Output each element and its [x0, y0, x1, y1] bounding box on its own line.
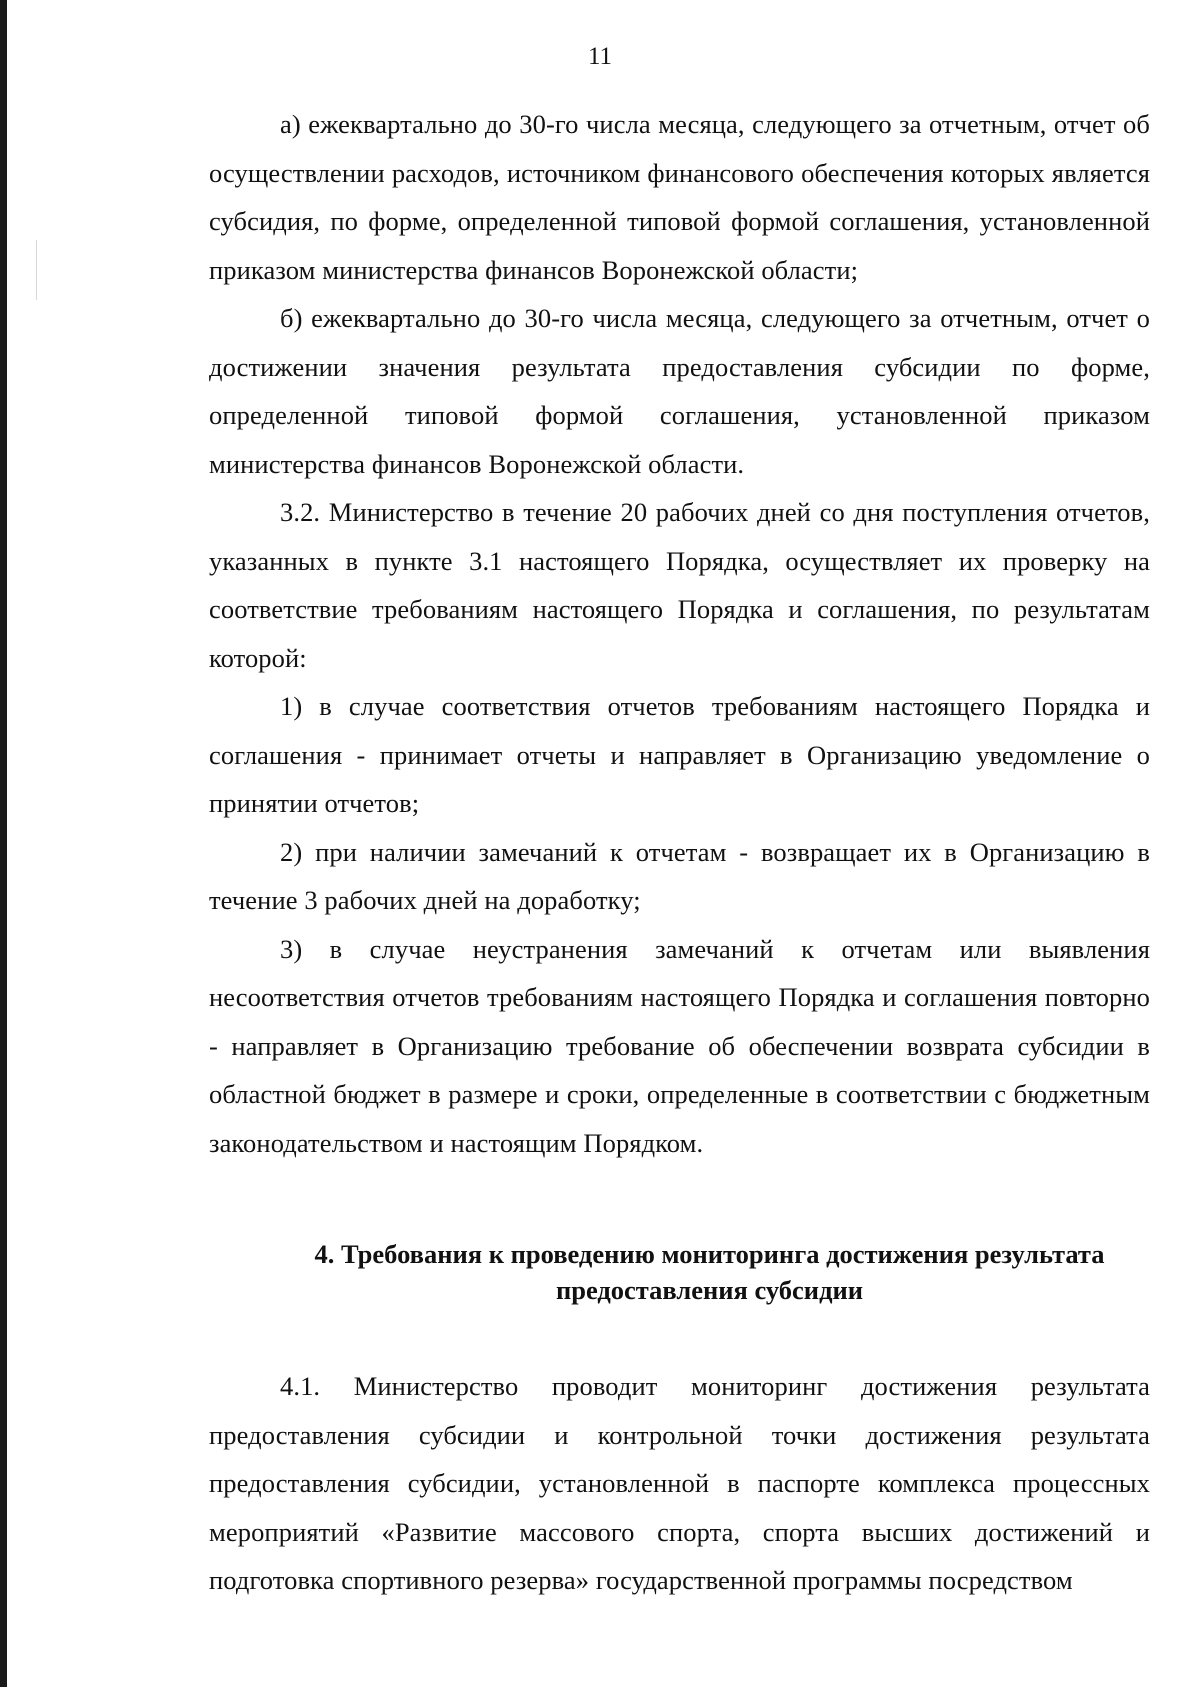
section-4-heading	[209, 1236, 1150, 1308]
list-item-2: 2) при наличии замечаний к отчетам - возвращает их в Организацию в течение 3 рабочих дней на доработку;	[209, 836, 1150, 915]
section-4-heading-line-2: предоставления субсидии	[555, 1275, 864, 1305]
paragraph-3-2: 3.2. Министерство в течение 20 рабочих дней со дня поступления отчетов, указанных в пункте 3.1 настоящего Порядка, осуществляет их проверку на соответствие требованиям настоящего Порядка и соглашения, по результатам которой:	[209, 497, 1150, 673]
document-body	[209, 100, 1150, 1605]
list-item-1: 1) в случае соответствия отчетов требованиям настоящего Порядка и соглашения - принимает отчеты и направляет в Организацию уведомление о принятии отчетов;	[209, 691, 1150, 818]
scan-left-edge	[0, 0, 7, 1687]
scan-artifact	[36, 240, 37, 300]
page-number: 11	[587, 43, 613, 70]
list-item-3: 3) в случае неустранения замечаний к отчетам или выявления несоответствия отчетов требованиям настоящего Порядка и соглашения повторно - направляет в Организацию требование об обеспечении возврата субсидии в областной бюджет в размере и сроки, определенные в соответствии с бюджетным законодательством и настоящим Порядком.	[209, 933, 1150, 1158]
paragraph-4-1: 4.1. Министерство проводит мониторинг достижения результата предоставления субсидии и контрольной точки достижения результата предоставления субсидии, установленной в паспорте комплекса процессных мероприятий «Развитие массового спорта, спорта высших достижений и подготовка спортивного резерва» государственной программы посредством	[209, 1371, 1150, 1595]
paragraph-b: б) ежеквартально до 30-го числа месяца, следующего за отчетным, отчет о достижении значения результата предоставления субсидии по форме, определенной типовой формой соглашения, установленной приказом министерства финансов Воронежской области.	[209, 303, 1150, 479]
paragraph-a: а) ежеквартально до 30-го числа месяца, следующего за отчетным, отчет об осуществлении расходов, источником финансового обеспечения которых является субсидия, по форме, определенной типовой формой соглашения, установленной приказом министерства финансов Воронежской области;	[209, 109, 1150, 285]
section-4-heading-line-1: 4. Требования к проведению мониторинга достижения результата	[314, 1239, 1105, 1269]
